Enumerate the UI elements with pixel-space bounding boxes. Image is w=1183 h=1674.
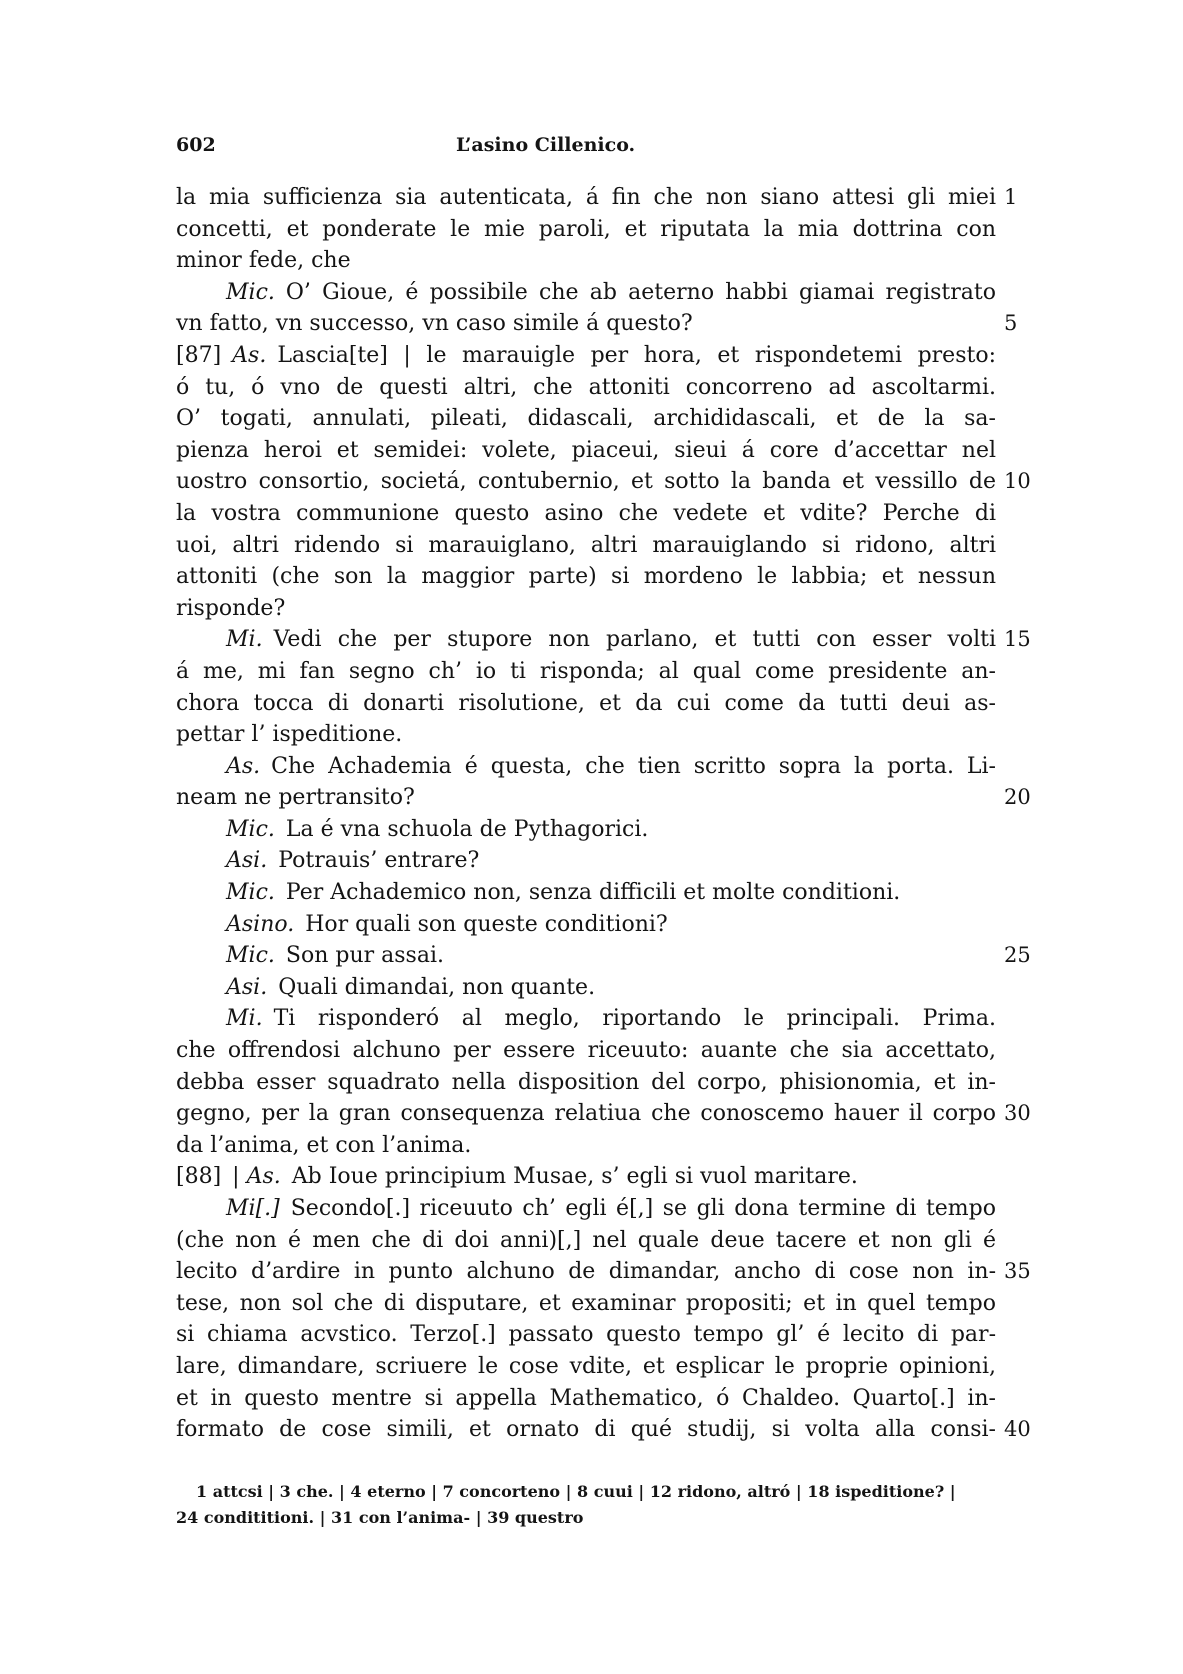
text-line — [176, 214, 996, 246]
line-text — [176, 277, 996, 309]
text-line — [176, 593, 996, 625]
text-line — [176, 1003, 996, 1035]
text-line — [176, 372, 996, 404]
speaker-label: Mi[.] — [226, 1196, 280, 1221]
line-body: (che non é men che di doi anni)[,] nel quale deue tacere et non gli é — [176, 1227, 996, 1253]
line-body: Son pur assai. — [285, 943, 444, 969]
speaker-label: Mic. — [226, 279, 275, 305]
line-text — [176, 1225, 996, 1257]
line-text — [176, 435, 996, 467]
line-body: uoi, altri ridendo si marauiglano, altri marauiglando si ridono, altri — [176, 532, 996, 558]
critical-apparatus — [176, 1479, 1006, 1531]
line-text — [176, 1414, 996, 1446]
line-body: chora tocca di donarti risolutione, et da cui come da tutti deui as- — [176, 690, 996, 716]
page-marker: [88] — [176, 1164, 222, 1190]
text-line — [176, 277, 996, 309]
line-body: che offrendosi alchuno per essere riceuuto: auante che sia accettato, — [176, 1038, 996, 1064]
line-body: O’ Gioue, é possibile che ab aeterno habbi giamai registrato — [285, 279, 996, 305]
text-line — [176, 1383, 996, 1415]
line-body: Ab Ioue principium Musae, s’ egli si vuol maritare. — [291, 1164, 858, 1190]
running-title: L’asino Cillenico. — [456, 134, 636, 156]
line-number: 15 — [1004, 627, 1031, 652]
line-body: lare, dimandare, scriuere le cose vdite, et esplicar le proprie opinioni, — [176, 1353, 996, 1379]
text-line — [176, 1319, 996, 1351]
text-line — [176, 403, 996, 435]
line-number: 25 — [1004, 943, 1031, 968]
line-number: 40 — [1004, 1417, 1031, 1442]
line-body: Ti risponderó al meglo, riportando le principali. Prima. — [273, 1006, 996, 1032]
line-body: concetti, et ponderate le mie paroli, et riputata la mia dottrina con — [176, 216, 996, 242]
text-line — [176, 182, 1018, 214]
text-line — [176, 1351, 996, 1383]
text-line — [176, 814, 996, 846]
text-line — [176, 340, 996, 372]
text-line — [176, 972, 996, 1004]
line-body: O’ togati, annulati, pileati, didascali, archididascali, et de la sa- — [176, 406, 996, 432]
line-text — [176, 1130, 996, 1162]
text-line — [176, 1225, 996, 1257]
line-text — [176, 182, 996, 214]
text-line — [176, 561, 996, 593]
line-text — [176, 403, 996, 435]
text-line — [176, 1067, 996, 1099]
text-line — [176, 751, 996, 783]
line-number: 1 — [1004, 185, 1018, 209]
text-line — [176, 435, 996, 467]
line-text — [176, 1319, 996, 1351]
line-text — [176, 1067, 996, 1099]
line-text — [176, 372, 996, 404]
line-number: 5 — [1004, 311, 1018, 336]
line-text — [176, 909, 996, 941]
line-body: risponde? — [176, 595, 286, 621]
line-body: et in questo mentre si appella Mathematico, ó Chaldeo. Quarto[.] in- — [176, 1385, 996, 1411]
line-text — [176, 972, 996, 1004]
line-body: gegno, per la gran consequenza relatiua che conoscemo hauer il corpo — [176, 1101, 996, 1127]
speaker-label: Mic. — [226, 943, 275, 969]
text-line — [176, 498, 996, 530]
line-text — [176, 624, 996, 656]
text-line — [176, 624, 1031, 656]
text-line — [176, 877, 996, 909]
line-body: Hor quali son queste conditioni? — [305, 911, 668, 937]
line-body: formato de cose simili, et ornato di qué studij, si volta alla consi- — [176, 1417, 996, 1443]
text-line — [176, 719, 996, 751]
line-body: Potrauis’ entrare? — [278, 848, 480, 874]
speaker-label: | As. — [232, 1164, 281, 1190]
line-number: 20 — [1004, 785, 1031, 810]
line-body: debba esser squadrato nella disposition del corpo, phisionomia, et in- — [176, 1069, 996, 1095]
line-body: lecito d’ardire in punto alchuno de dimandar, ancho di cose non in- — [176, 1259, 996, 1285]
line-text — [176, 245, 996, 277]
page-marker: [87] — [176, 342, 222, 368]
line-text — [176, 530, 996, 562]
apparatus-line: 24 condititioni. | 31 con l’anima- | 39 questro — [176, 1508, 584, 1527]
speaker-label: Asi. — [226, 848, 268, 874]
text-line — [176, 530, 996, 562]
line-body: Secondo[.] riceuuto ch’ egli é[,] se gli dona termine di tempo — [290, 1196, 996, 1221]
text-line — [176, 245, 996, 277]
line-text — [176, 1003, 996, 1035]
speaker-label: As. — [226, 753, 261, 779]
line-number: 35 — [1004, 1259, 1031, 1284]
line-text — [176, 688, 996, 720]
line-body: Lascia[te] | le marauigle per hora, et rispondetemi presto: — [277, 342, 996, 368]
line-body: Vedi che per stupore non parlano, et tutti con esser volti — [273, 627, 996, 653]
line-text — [176, 782, 996, 814]
line-body: pienza heroi et semidei: volete, piaceui, sieui á core d’accettar nel — [176, 437, 996, 463]
speaker-label: Mic. — [226, 816, 275, 842]
line-text — [176, 466, 996, 498]
line-text — [176, 1193, 996, 1225]
line-body: Che Achademia é questa, che tien scritto sopra la porta. Li- — [271, 753, 996, 779]
text-line — [176, 1035, 996, 1067]
line-text — [176, 1256, 996, 1288]
text-line — [176, 308, 1018, 340]
running-head — [176, 134, 996, 164]
speaker-label: Mi. — [226, 627, 263, 653]
speaker-label: Mic. — [226, 880, 275, 906]
line-body: Quali dimandai, non quante. — [278, 974, 596, 1000]
line-body: uostro consortio, societá, contubernio, et sotto la banda et vessillo de — [176, 469, 996, 495]
line-body: la mia sufficienza sia autenticata, á fin che non siano attesi gli miei — [176, 185, 996, 210]
text-line — [176, 1098, 1031, 1130]
line-text — [176, 1351, 996, 1383]
line-body: minor fede, che — [176, 248, 351, 274]
line-text — [176, 1383, 996, 1415]
line-body: á me, mi fan segno ch’ io ti risponda; al qual come presidente an- — [176, 658, 996, 684]
line-body: la vostra communione questo asino che vedete et vdite? Perche di — [176, 500, 996, 526]
line-text — [176, 845, 996, 877]
line-body: La é vna schuola de Pythagorici. — [285, 816, 649, 842]
text-line — [176, 845, 996, 877]
main-text — [176, 182, 1031, 1446]
line-text — [176, 1098, 996, 1130]
text-line — [176, 1256, 1031, 1288]
line-number: 30 — [1004, 1101, 1031, 1126]
line-text — [176, 340, 996, 372]
line-body: vn fatto, vn successo, vn caso simile á questo? — [176, 311, 693, 337]
line-text — [176, 656, 996, 688]
speaker-label: Asi. — [226, 974, 268, 1000]
speaker-label: Asino. — [226, 911, 295, 937]
line-text — [176, 940, 996, 972]
page-number: 602 — [176, 134, 216, 156]
text-line — [176, 1414, 1031, 1446]
line-body: attoniti (che son la maggior parte) si mordeno le labbia; et nessun — [176, 564, 996, 590]
speaker-label: As. — [232, 342, 267, 368]
line-text — [176, 751, 996, 783]
line-text — [176, 1035, 996, 1067]
text-line — [176, 782, 1031, 814]
text-line — [176, 1288, 996, 1320]
line-text — [176, 1161, 996, 1193]
line-body: Per Achademico non, senza difficili et molte conditioni. — [285, 880, 901, 906]
line-number: 10 — [1004, 469, 1031, 494]
line-text — [176, 593, 996, 625]
text-line — [176, 1130, 996, 1162]
line-text — [176, 214, 996, 246]
text-line — [176, 940, 1031, 972]
line-body: da l’anima, et con l’anima. — [176, 1132, 472, 1158]
text-line — [176, 1193, 996, 1225]
apparatus-line: 1 attcsi | 3 che. | 4 eterno | 7 concorteno | 8 cuui | 12 ridono, altró | 18 ispeditione? | — [196, 1482, 956, 1501]
line-text — [176, 877, 996, 909]
text-line — [176, 466, 1031, 498]
line-body: tese, non sol che di disputare, et examinar propositi; et in quel tempo — [176, 1290, 996, 1316]
line-text — [176, 561, 996, 593]
text-line — [176, 656, 996, 688]
line-text — [176, 814, 996, 846]
text-line — [176, 909, 996, 941]
line-text — [176, 308, 996, 340]
line-body: ó tu, ó vno de questi altri, che attoniti concorreno ad ascoltarmi. — [176, 374, 996, 400]
line-body: si chiama acvstico. Terzo[.] passato questo tempo gl’ é lecito di par- — [176, 1322, 996, 1348]
line-text — [176, 498, 996, 530]
line-text — [176, 719, 996, 751]
text-line — [176, 1161, 996, 1193]
speaker-label: Mi. — [226, 1006, 263, 1032]
text-line — [176, 688, 996, 720]
line-text — [176, 1288, 996, 1320]
line-body: neam ne pertransito? — [176, 785, 415, 811]
line-body: pettar l’ ispeditione. — [176, 722, 403, 748]
